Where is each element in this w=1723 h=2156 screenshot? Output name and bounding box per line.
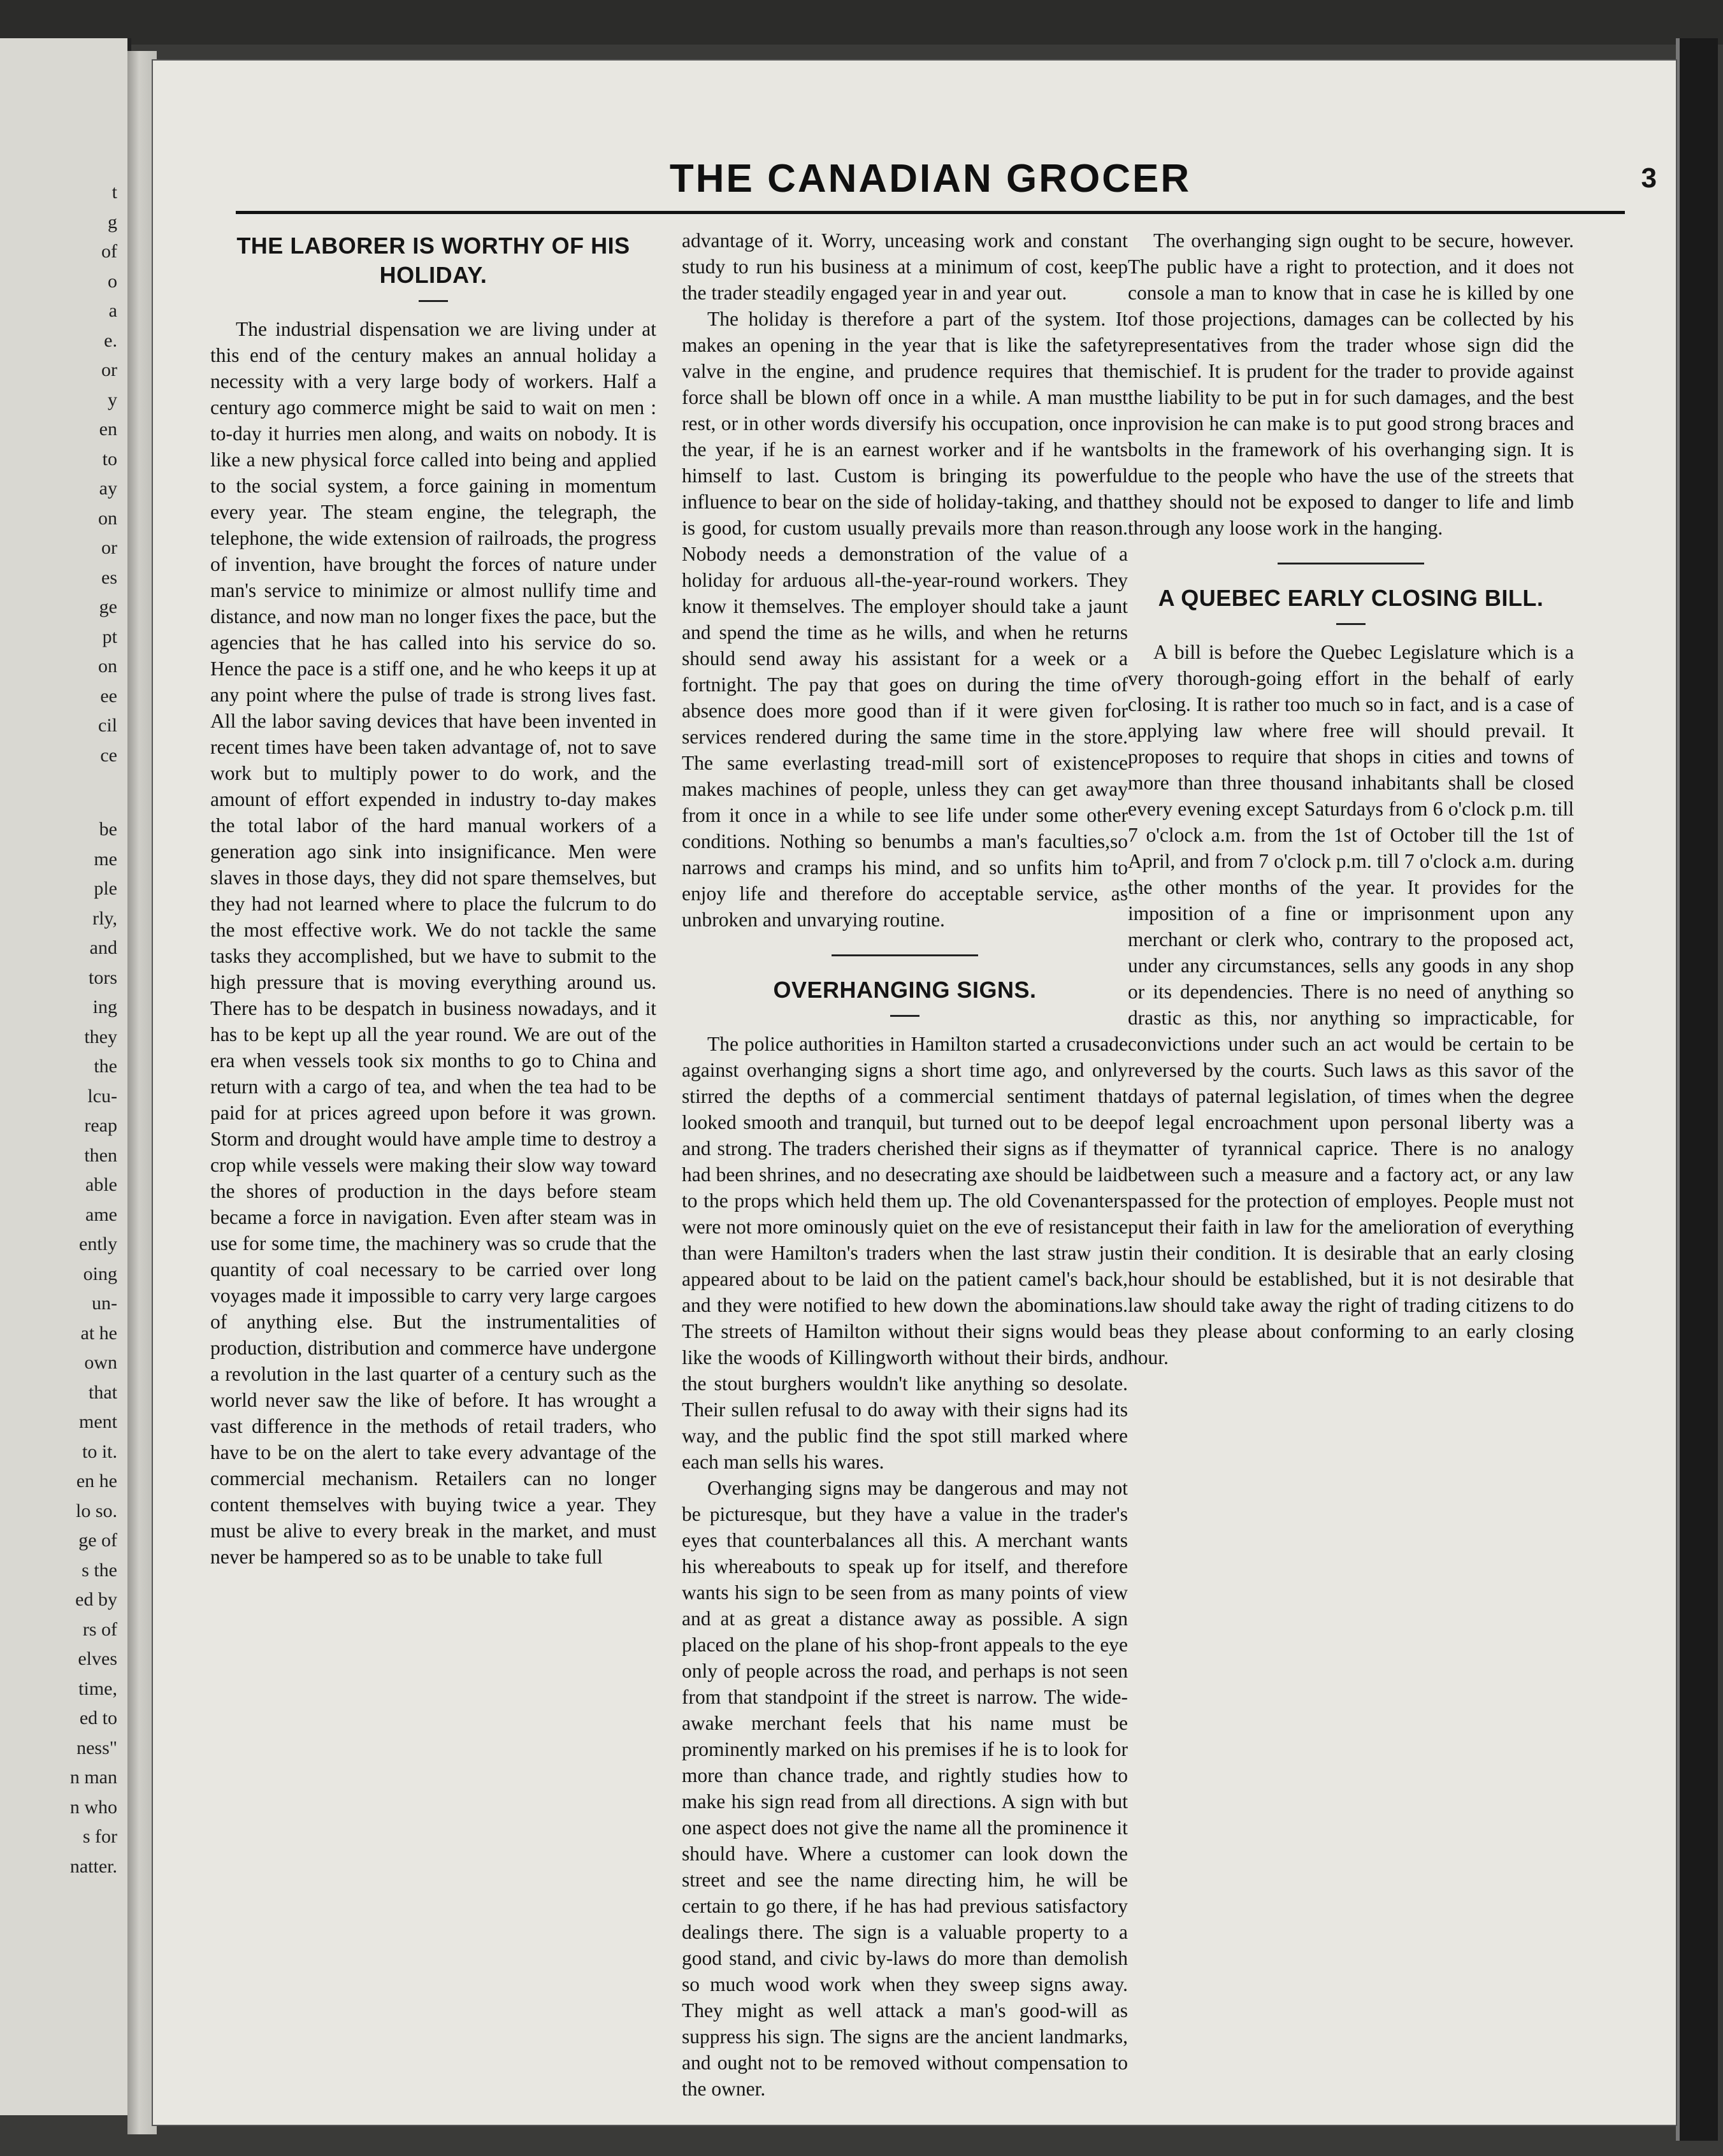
facing-page-text-fragment: me — [94, 848, 117, 870]
article-heading-laborer: THE LABORER IS WORTHY OF HIS HOLIDAY. — [236, 233, 630, 288]
facing-page-text-fragment: then — [84, 1144, 117, 1166]
facing-page-text-fragment: the — [94, 1056, 117, 1077]
facing-page-text-fragment: own — [84, 1352, 117, 1373]
facing-page-text-fragment: time, — [78, 1678, 117, 1699]
facing-page-text-fragment: ing — [92, 996, 117, 1017]
facing-page-text-fragment: s the — [82, 1559, 117, 1581]
article-separator — [832, 954, 978, 956]
facing-page-text-fragment: they — [84, 1026, 117, 1047]
facing-page-text-fragment: es — [101, 566, 117, 588]
newspaper-page — [153, 61, 1676, 2125]
facing-page-text-fragment: n man — [69, 1767, 117, 1788]
article-paragraph: The police authorities in Hamilton started a crusade against overhanging signs a short time ago, and only stirred the depths of a commercial sentiment that looked smooth and tranquil, but turned out to be deep and strong. The traders cherished their signs as if they had been shrines, and no desecrating axe should be laid to the props which held them up. The old Covenanters were not more ominously quiet on the eve of resistance than were Hamilton's traders when the last straw just appeared about to be laid on the patient camel's back, and they were notified to hew down the abominations. The streets of Hamilton without their signs would be like the woods of Killingworth without their birds, and the stout burghers wouldn't like anything so desolate. Their sullen refusal to do away with their signs had its way, and the public find the spot still marked where each man sells his wares. — [682, 1033, 1128, 1473]
facing-page-text-fragment: o — [108, 270, 117, 292]
column-3 — [1128, 227, 1574, 1370]
facing-page-text-fragment: or — [101, 359, 117, 380]
article-paragraph: The industrial dispensation we are living under at this end of the century makes an annual holiday a necessity with a very large body of workers. Half a century ago commerce might be said to wait on men : to-day it hurries men along, and waits on nobody. It is like a new physical force called into being and applied to the social system, a force gaining in momentum every year. The steam engine, the telegraph, the telephone, the wide extension of railroads, the progress of invention, have brought the forces of nature under man's service to minimize or almost nullify time and distance, and now man no longer fixes the pace, but the agencies that he has called into his service do so. Hence the pace is a stiff one, and he who keeps it up at any point where the pulse of trade is strong lives fast. All the labor saving devices that have been invented in recent times have been taken advantage of, not to save work but to multiply power to do work, and the amount of effort expended in industry to-day makes the total labor of the hard manual workers of a generation ago sink into insignificance. Men were slaves in those days, they did not spare themselves, but they had not learned where to place the fulcrum to do the most effective work. We do not tackle the same tasks they accomplished, but we have to submit to the high pressure that is moving everything around us. There has to be despatch in business nowadays, and it has to be kept up all the year round. We are out of the era when vessels took six months to go to China and return with a cargo of tea, and when the tea had to be paid for at prices agreed upon before it was grown. Storm and drought would have ample time to destroy a crop while vessels were making their slow way toward the shores of production in the days before steam became a force in navigation. Even after steam was in use for some time, the machinery was so crude that the quantity of coal necessary to be carried over long voyages made it impossible to carry very large cargoes of anything else. But the instrumentalities of production, distribution and commerce have undergone a revolution in the last quarter of a century such as the world never saw the like of before. It has wrought a vast difference in the methods of retail traders, who have to be on the alert to take every advantage of the commercial mechanism. Retailers can no longer content themselves with buying twice a year. They must be alive to every break in the market, and must never be hampered so as to be unable to take full — [210, 318, 656, 1568]
facing-page-text-fragment: pt — [102, 626, 117, 647]
article-paragraph: A bill is before the Quebec Legislature which is a very thorough-going effort in the behalf of early closing. It is rather too much so in fact, and is a case of applying law where free will should prevail. It proposes to require that shops in cities and towns of more than three thousand inhabitants shall be closed every evening except Saturdays from 6 o'clock p.m. till 7 o'clock a.m. from the 1st of October till the 1st of April, and from 7 o'clock p.m. till 7 o'clock a.m. during the other months of the year. It provides for the imposition of a fine or imprisonment upon any merchant or clerk who, contrary to the proposed act, under any circumstances, sells any goods in any shop or its dependencies. There is no need of anything so drastic as this, nor anything so impracticable, for convictions under such an act would be certain to be reversed by the courts. Such laws as this savor of the days of paternal legislation, of times when the degree of legal encroachment upon personal liberty was a matter of tyrannical caprice. There is no analogy between such a measure and a factory act, or any law passed for the protection of employes. People must not put their faith in law for the amelioration of everything in their condition. It is desirable that an early closing hour should be established, but it is not desirable that law should take away the right of trading citizens to do as they please about conforming to an early closing hour. — [1128, 641, 1574, 1369]
facing-page-text-fragment: lo so. — [75, 1500, 117, 1521]
heading-dash — [890, 1015, 919, 1017]
masthead — [229, 156, 1657, 239]
facing-page-text-fragment: ge of — [78, 1530, 117, 1551]
facing-page-text-fragment: or — [101, 537, 117, 558]
article-paragraph: The holiday is therefore a part of the system. It makes an opening in the year that is like the safety valve in the engine, and prudence requires that the force shall be blown off once in a while. A man must rest, or in other words diversify his occupation, once in the year, if he is an earnest worker and if he wants himself to last. Custom is bringing its powerful influence to bear on the side of holiday-taking, and that is good, for custom usually prevails more than reason. Nobody needs a demonstration of the value of a holiday for arduous all-the-year-round workers. They know it themselves. The employer should take a jaunt and spend the time as he wills, and when he returns should send away his assistant for a week or a fortnight. The pay that goes on during the time of absence does more good than if it were given for services rendered during the same time in the store. The same everlasting tread-mill sort of existence makes machines of people, unless they can get away from it once in a while to see life under some other conditions. Nothing so benumbs a man's faculties,so narrows and cramps his mind, and so unfits him to enjoy life and therefore do acceptable service, as unbroken and unvarying routine. — [682, 308, 1128, 931]
article-heading-signs: OVERHANGING SIGNS. — [773, 977, 1037, 1003]
facing-page-text-fragment: on — [98, 507, 117, 529]
publication-title: THE CANADIAN GROCER — [669, 157, 1192, 201]
column-1 — [210, 227, 656, 1570]
heading-dash — [419, 300, 448, 302]
facing-page-text-fragment: ment — [79, 1411, 117, 1432]
masthead-rule — [236, 211, 1625, 214]
facing-page-text-fragment: g — [108, 211, 117, 233]
facing-page-text-fragment: of — [101, 241, 117, 262]
facing-page-text-fragment: at he — [80, 1322, 117, 1344]
heading-dash — [1336, 623, 1366, 625]
facing-page-text-fragment: ce — [100, 744, 117, 766]
facing-page-text-fragment: reap — [84, 1115, 117, 1136]
facing-page-text-fragment: ple — [94, 878, 117, 899]
page-number: 3 — [1641, 162, 1657, 194]
facing-page-text-fragment: elves — [78, 1648, 117, 1669]
article-heading-quebec: A QUEBEC EARLY CLOSING BILL. — [1158, 585, 1544, 611]
article-paragraph: advantage of it. Worry, unceasing work and constant study to run his business at a minimum of cost, keep the trader steadily engaged year in and year out. — [682, 229, 1128, 304]
facing-page-text-fragment: ently — [79, 1233, 117, 1254]
column-2 — [682, 227, 1128, 2102]
facing-page-text-fragment: e. — [104, 329, 117, 351]
scan-background-right — [1676, 38, 1718, 2141]
facing-page-text-fragment: s for — [82, 1826, 117, 1847]
facing-page-text-fragment: tors — [89, 967, 117, 988]
facing-page-text-fragment: to it. — [82, 1441, 117, 1462]
facing-page-edge — [0, 38, 131, 2115]
facing-page-text-fragment: ay — [99, 478, 117, 499]
facing-page-text-fragment: be — [99, 819, 117, 840]
facing-page-text-fragment: able — [85, 1174, 117, 1195]
facing-page-text-fragment: y — [108, 389, 117, 410]
facing-page-text-fragment: ed to — [79, 1707, 117, 1728]
facing-page-text-fragment: and — [89, 937, 117, 958]
facing-page-text-fragment: ee — [100, 685, 117, 707]
article-separator — [1278, 563, 1424, 564]
facing-page-text-fragment: n who — [69, 1796, 117, 1818]
facing-page-text-fragment: ame — [85, 1204, 117, 1225]
facing-page-text-fragment: ed by — [75, 1589, 117, 1610]
facing-page-text-fragment: that — [89, 1381, 117, 1403]
article-paragraph: Overhanging signs may be dangerous and may not be picturesque, but they have a value in the trader's eyes that counterbalances all this. A merchant wants his whereabouts to speak up for itself, and therefore wants his sign to be seen from as many points of view and at as great a distance away as possible. A sign placed on the plane of his shop-front appeals to the eye only of people across the road, and perhaps is not seen from that standpoint if the street is narrow. The wide-awake merchant feels that his name must be prominently marked on his premises if he is to look for more than chance trade, and rightly studies how to make his sign read from all directions. A sign with but one aspect does not give the name all the prominence it should have. Where a customer can look down the street and see the name directing him, he will be certain to go there, if he has had previous satisfactory dealings there. The sign is a valuable property to a good stand, and civic by-laws do more than demolish so much wood work when they sweep signs away. They might as well attack a man's good-will as suppress his sign. The signs are the ancient landmarks, and ought not to be removed without compensation to the owner. — [682, 1477, 1128, 2100]
facing-page-text-fragment: on — [98, 656, 117, 677]
facing-page-text-fragment: natter. — [69, 1855, 117, 1877]
facing-page-text-fragment: ness" — [76, 1737, 117, 1758]
facing-page-text-fragment: ge — [99, 596, 117, 617]
facing-page-text-fragment: a — [108, 300, 117, 321]
facing-page-text-fragment: en he — [76, 1470, 117, 1491]
facing-page-text-fragment: en — [99, 419, 117, 440]
facing-page-text-fragment: cil — [98, 715, 117, 736]
facing-page-text-fragment: rs of — [82, 1618, 117, 1640]
facing-page-text-fragment: t — [112, 182, 117, 203]
facing-page-text-fragment: to — [102, 448, 117, 470]
facing-page-text-fragment: rly, — [92, 907, 117, 929]
scan-background-top — [0, 0, 1723, 45]
facing-page-text-fragment: oing — [83, 1263, 117, 1284]
facing-page-text-fragment: un- — [92, 1293, 117, 1314]
article-paragraph: The overhanging sign ought to be secure, however. The public have a right to protection, and it does not console a man to know that in case he is killed by one of those projections, damages can be collected by his representatives from the trader whose sign did the mischief. It is prudent for the trader to provide against the liability to be put in for such damages, and the best provision he can make is to put good strong braces and bolts in the framework of his overhanging sign. It is due to the people who have the use of the streets that they should not be exposed to danger to life and limb through any loose work in the hanging. — [1128, 229, 1574, 539]
facing-page-text-fragment: lcu- — [87, 1085, 117, 1107]
